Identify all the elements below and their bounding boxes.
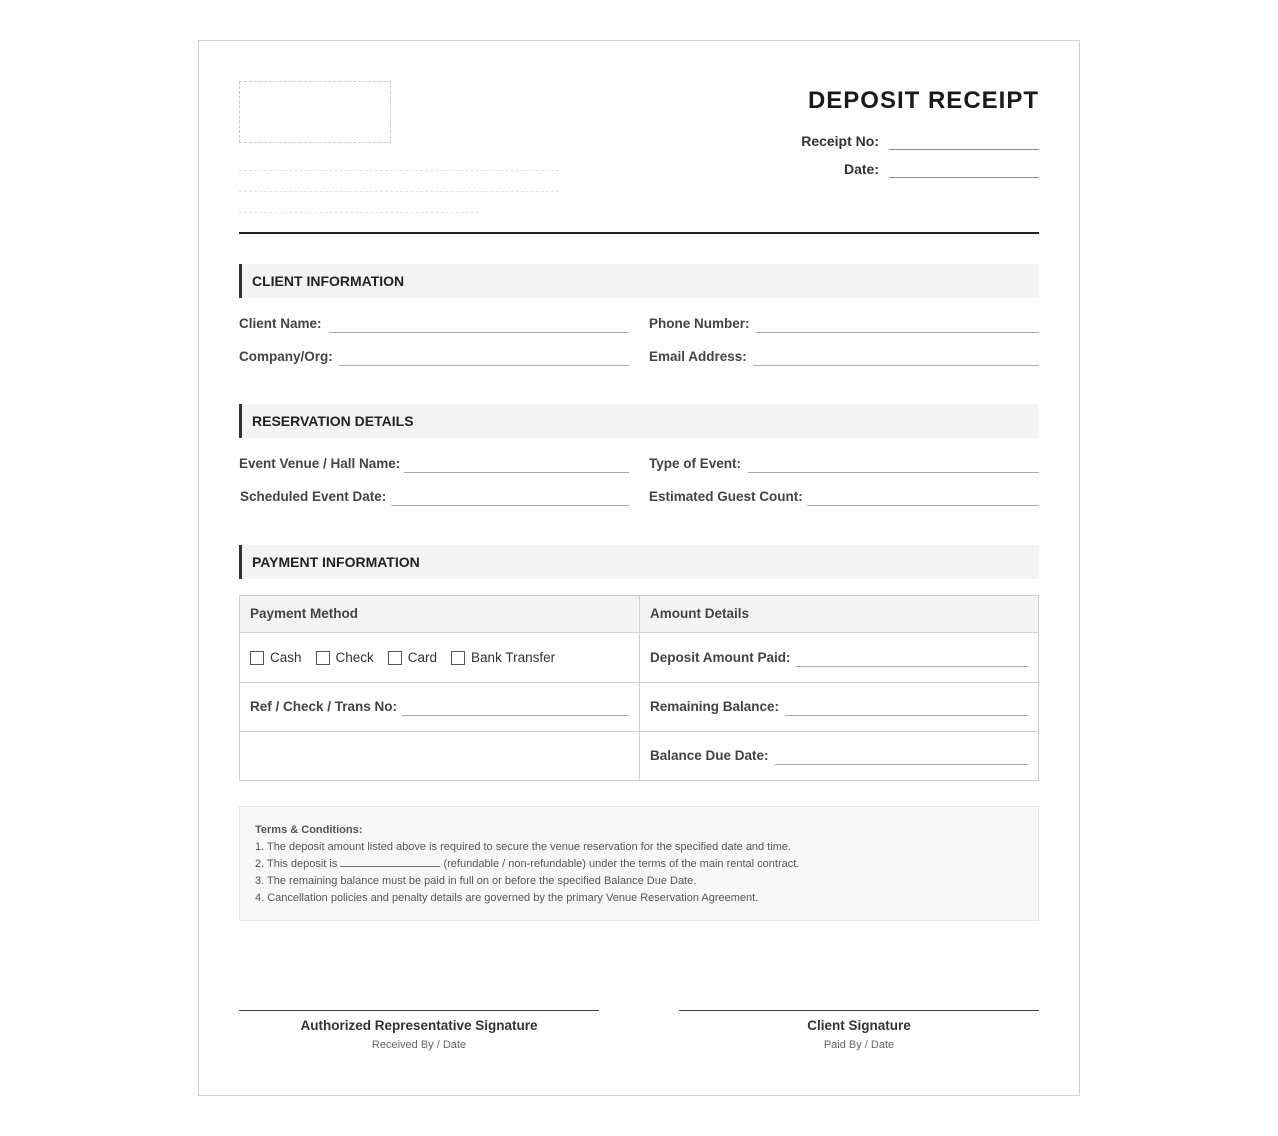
header-divider [239,232,1039,234]
refund-status-blank[interactable] [340,857,440,867]
phone-number-field[interactable] [649,316,1039,336]
address-line-3[interactable] [239,212,479,213]
event-venue-field[interactable] [239,456,629,476]
section-payment-information: PAYMENT INFORMATION [239,545,1039,579]
bank-transfer-label: Bank Transfer [471,650,556,665]
check-label: Check [335,650,374,665]
terms-and-conditions [239,806,1039,921]
deposit-amount-input-line[interactable] [796,666,1028,667]
card-label: Card [407,650,438,665]
logo-placeholder[interactable] [239,81,391,143]
terms-line-2-suffix: (refundable / non-refundable) under the terms of the main rental contract. [443,858,800,870]
date-label: Date: [843,161,879,177]
event-date-field[interactable] [240,489,629,509]
representative-signature-line[interactable] [239,1010,599,1011]
section-reservation-details: RESERVATION DETAILS [239,404,1039,438]
cash-checkbox[interactable] [250,651,264,665]
terms-line-1: 1. The deposit amount listed above is required to secure the venue reservation for the specified date and time. [255,841,792,853]
balance-due-date-input-line[interactable] [775,764,1028,765]
remaining-balance-label: Remaining Balance: [650,699,780,714]
event-venue-input-line[interactable] [404,472,629,473]
terms-line-2-prefix: 2. This deposit is [255,858,338,870]
terms-line-2 [255,856,1023,873]
client-signature-block [679,1010,1039,1051]
client-name-field[interactable] [239,316,629,336]
client-signature-title: Client Signature [807,1018,911,1033]
ref-no-label: Ref / Check / Trans No: [250,699,398,714]
company-field[interactable] [239,349,629,369]
payment-row-divider-1 [240,682,1038,683]
representative-signature-block [239,1010,599,1051]
payment-option-cash[interactable] [250,650,302,665]
terms-line-4: 4. Cancellation policies and penalty details are governed by the primary Venue Reservation Agreement. [255,892,759,904]
event-venue-label: Event Venue / Hall Name: [239,456,401,471]
payment-method-header: Payment Method [250,606,359,621]
event-type-label: Type of Event: [649,456,742,471]
representative-signature-title: Authorized Representative Signature [300,1018,538,1033]
remaining-balance-field[interactable] [650,699,1028,719]
ref-no-input-line[interactable] [402,715,629,716]
client-signature-line[interactable] [679,1010,1039,1011]
balance-due-date-label: Balance Due Date: [650,748,769,763]
deposit-amount-label: Deposit Amount Paid: [650,650,791,665]
ref-no-field[interactable] [250,699,629,719]
balance-due-date-field[interactable] [650,748,1028,768]
bank-transfer-checkbox[interactable] [451,651,465,665]
representative-signature-subtitle: Received By / Date [371,1039,467,1051]
remaining-balance-input-line[interactable] [785,715,1028,716]
amount-details-header: Amount Details [650,606,750,621]
receipt-no-field[interactable] [739,133,1039,153]
client-name-label: Client Name: [239,316,322,331]
page-title: DEPOSIT RECEIPT [807,87,1039,114]
guest-count-label: Estimated Guest Count: [649,489,803,504]
client-name-input-line[interactable] [329,332,629,333]
receipt-no-label: Receipt No: [801,133,879,149]
phone-number-label: Phone Number: [649,316,750,331]
payment-table-column-divider [639,596,640,780]
client-signature-subtitle: Paid By / Date [823,1039,895,1051]
payment-row-divider-2 [240,731,1038,732]
check-checkbox[interactable] [316,651,330,665]
event-type-field[interactable] [649,456,1039,476]
receipt-sheet [198,40,1080,1096]
guest-count-field[interactable] [649,489,1039,509]
card-checkbox[interactable] [388,651,402,665]
company-label: Company/Org: [239,349,333,364]
phone-number-input-line[interactable] [756,332,1039,333]
email-address-field[interactable] [649,349,1039,369]
payment-option-bank-transfer[interactable] [451,650,555,665]
event-date-input-line[interactable] [391,505,629,506]
email-address-label: Email Address: [649,349,747,364]
terms-title: Terms & Conditions: [255,824,363,836]
payment-option-card[interactable] [388,650,437,665]
company-input-line[interactable] [339,365,629,366]
event-date-label: Scheduled Event Date: [240,489,387,504]
terms-line-3: 3. The remaining balance must be paid in full on or before the specified Balance Due Date. [255,875,697,887]
deposit-amount-field[interactable] [650,650,1028,670]
payment-method-options [250,650,569,665]
payment-option-check[interactable] [316,650,374,665]
address-line-1[interactable] [239,170,559,171]
event-type-input-line[interactable] [748,472,1039,473]
cash-label: Cash [270,650,302,665]
receipt-no-input-line[interactable] [889,149,1039,150]
payment-table [239,595,1039,781]
email-address-input-line[interactable] [753,365,1039,366]
section-client-information: CLIENT INFORMATION [239,264,1039,298]
date-input-line[interactable] [889,177,1039,178]
date-field[interactable] [739,161,1039,181]
address-line-2[interactable] [239,191,559,192]
guest-count-input-line[interactable] [807,505,1039,506]
